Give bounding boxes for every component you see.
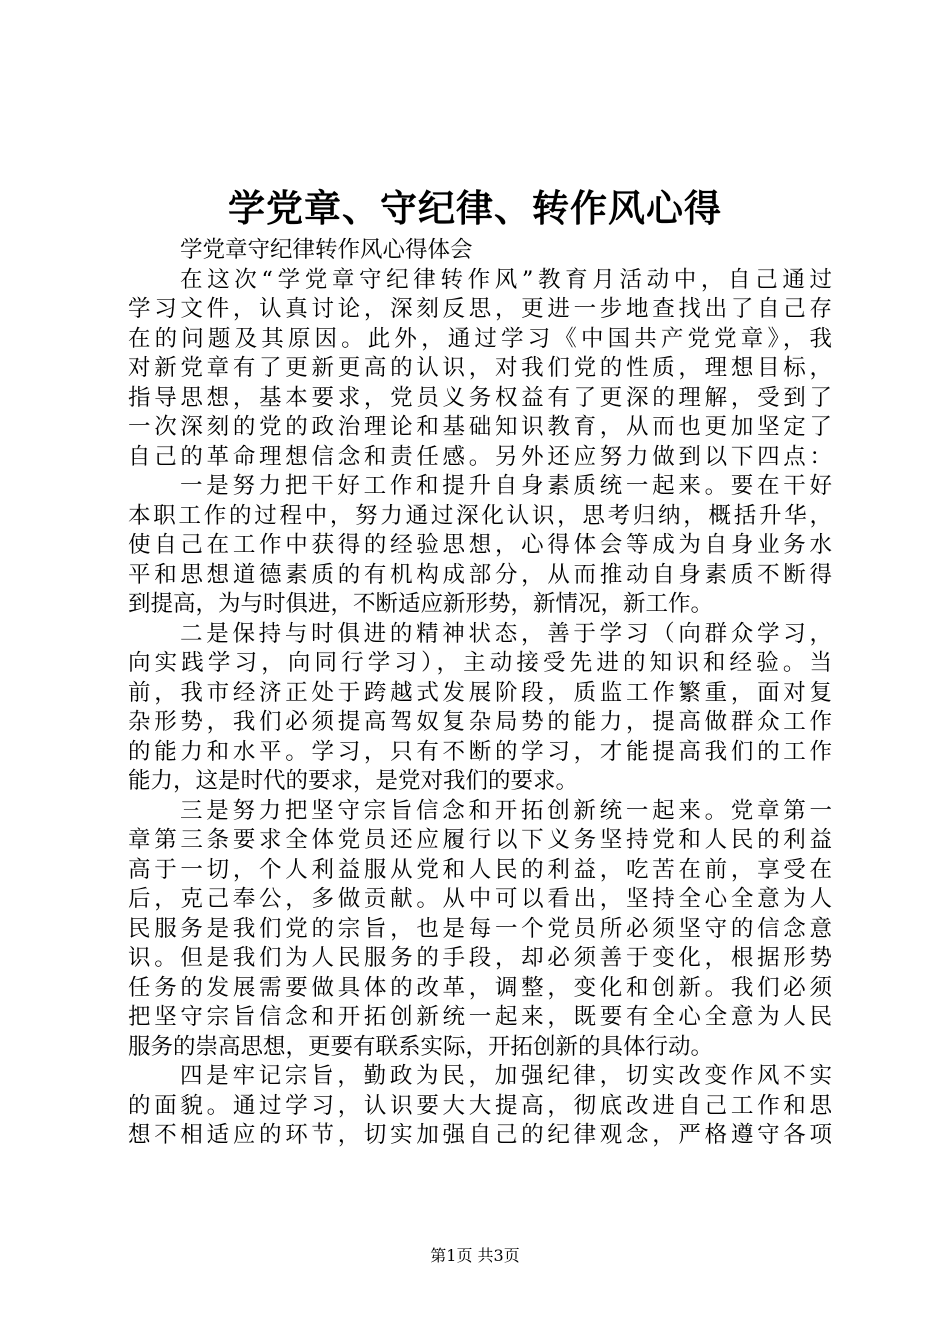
body-line: 在的问题及其原因。此外，通过学习《中国共产党党章》，我	[128, 325, 832, 352]
body-line: 的面貌。通过学习，认识要大大提高，彻底改进自己工作和思	[128, 1092, 832, 1119]
page-footer: 第1页 共3页	[430, 1246, 520, 1265]
body-line: 章第三条要求全体党员还应履行以下义务坚持党和人民的利益	[128, 827, 832, 853]
body-line: 想不相适应的环节，切实加强自己的纪律观念，严格遵守各项	[128, 1122, 832, 1148]
body-line: 指导思想，基本要求，党员义务权益有了更深的理解，受到了	[128, 384, 832, 411]
body-line: 后，克己奉公，多做贡献。从中可以看出，坚持全心全意为人	[128, 886, 832, 912]
body-line: 本职工作的过程中，努力通过深化认识，思考归纳，概括升华，	[128, 502, 832, 529]
body-line: 高于一切，个人利益服从党和人民的利益，吃苦在前，享受在	[128, 856, 832, 883]
body-line: 民服务是我们党的宗旨，也是每一个党员所必须坚守的信念意	[128, 915, 832, 942]
body-line: 四是牢记宗旨，勤政为民，加强纪律，切实改变作风不实	[180, 1063, 832, 1089]
body-line: 学党章守纪律转作风心得体会	[180, 237, 473, 263]
body-line: 平和思想道德素质的有机构成部分，从而推动自身素质不断得	[128, 561, 832, 588]
body-line: 向实践学习，向同行学习），主动接受先进的知识和经验。当	[128, 650, 832, 676]
body-line: 二是保持与时俱进的精神状态，善于学习（向群众学习，	[180, 620, 832, 647]
body-line: 一是努力把干好工作和提升自身素质统一起来。要在干好	[180, 473, 832, 499]
body-line: 一次深刻的党的政治理论和基础知识教育，从而也更加坚定了	[128, 414, 832, 440]
body-line: 在这次“学党章守纪律转作风”教育月活动中，自己通过	[180, 266, 832, 293]
page-title: 学党章、守纪律、转作风心得	[228, 187, 722, 230]
body-line: 前，我市经济正处于跨越式发展阶段，质监工作繁重，面对复	[128, 679, 832, 706]
body-line: 到提高，为与时俱进，不断适应新形势，新情况，新工作。	[128, 591, 714, 617]
body-line: 三是努力把坚守宗旨信念和开拓创新统一起来。党章第一	[180, 797, 832, 824]
body-line: 把坚守宗旨信念和开拓创新统一起来，既要有全心全意为人民	[128, 1004, 832, 1030]
body-line: 杂形势，我们必须提高驾奴复杂局势的能力，提高做群众工作	[128, 709, 832, 735]
body-line: 能力，这是时代的要求，是党对我们的要求。	[128, 768, 579, 794]
body-line: 对新党章有了更新更高的认识，对我们党的性质，理想目标，	[128, 355, 832, 381]
body-line: 自己的革命理想信念和责任感。另外还应努力做到以下四点：	[128, 443, 832, 470]
body-line: 学习文件，认真讨论，深刻反思，更进一步地查找出了自己存	[128, 296, 832, 322]
body-line: 识。但是我们为人民服务的手段，却必须善于变化，根据形势	[128, 945, 832, 971]
document-body	[128, 236, 832, 1151]
body-line: 使自己在工作中获得的经验思想，心得体会等成为自身业务水	[128, 532, 832, 558]
body-line: 的能力和水平。学习，只有不断的学习，才能提高我们的工作	[128, 738, 832, 765]
body-line: 服务的崇高思想，更要有联系实际，开拓创新的具体行动。	[128, 1033, 714, 1060]
body-line: 任务的发展需要做具体的改革，调整，变化和创新。我们必须	[128, 974, 832, 1001]
